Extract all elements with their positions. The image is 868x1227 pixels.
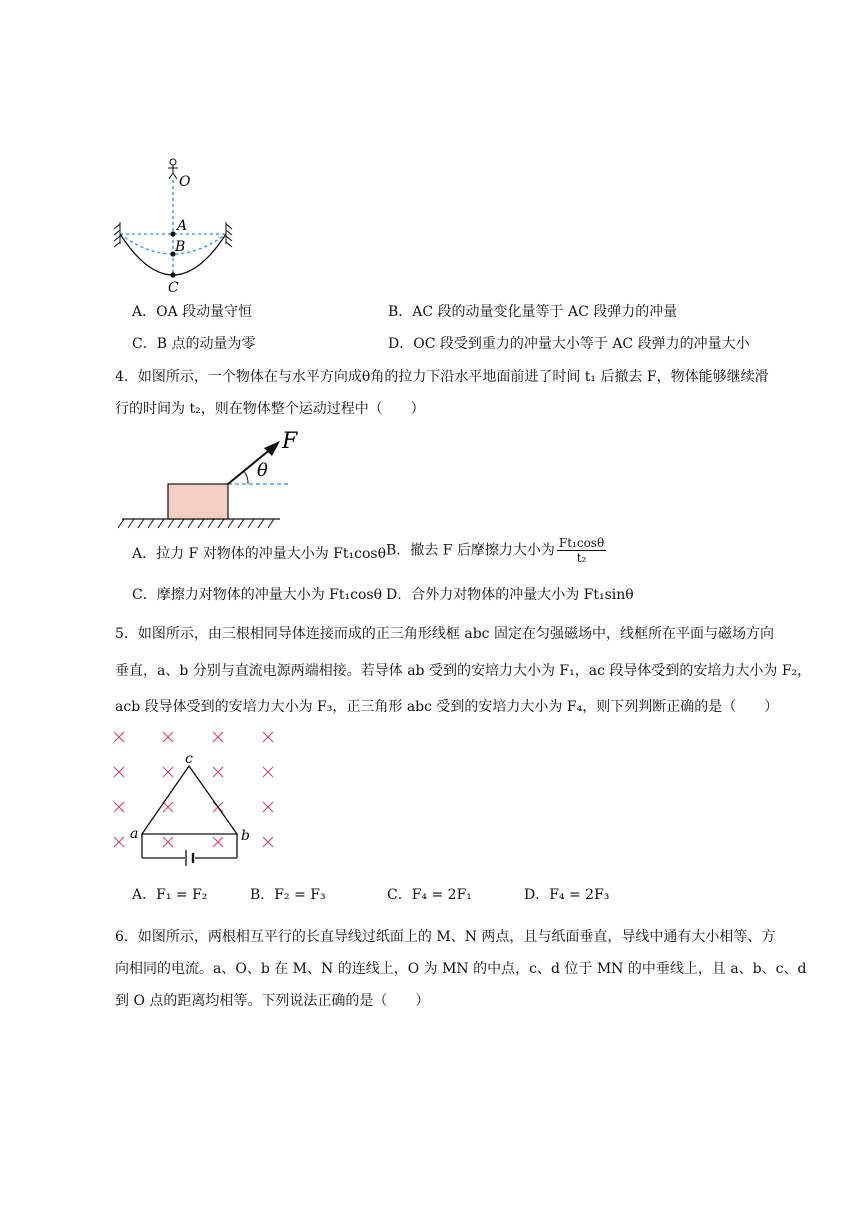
q3-figure [108,150,248,300]
cross-icon [114,732,124,742]
angle-arc [244,471,248,484]
q5-option-d: D．F₄ = 2F₃ [524,887,610,903]
q6-stem-line1: 6．如图所示，两根相互平行的长直导线过纸面上的 M、N 两点，且与纸面垂直，导线中通有大小相等、方 [115,929,776,945]
cross-icon [263,837,273,847]
cross-icon [263,802,273,812]
fraction-numerator: Ft₁cosθ [558,536,605,550]
q4-stem-line1: 4．如图所示，一个物体在与水平方向成θ角的拉力下沿水平地面前进了时间 t₁ 后撤去 F，物体能够继续滑 [115,369,769,385]
label-A: A [177,218,188,234]
cross-icon [213,732,223,742]
q6-stem-line2: 向相同的电流。a、O、b 在 M、N 的连线上，O 为 MN 的中点，c、d 位于 MN 的中垂线上，且 a、b、c、d [115,961,807,977]
q3-option-d: D．OC 段受到重力的冲量大小等于 AC 段弹力的冲量大小 [388,336,750,352]
cross-icon [263,767,273,777]
cross-icon [263,732,273,742]
battery-icon [186,850,193,866]
cross-icon [163,837,173,847]
label-B: B [175,239,186,255]
point-A [170,231,175,236]
q4-option-d: D．合外力对物体的冲量大小为 Ft₁sinθ [386,587,634,603]
label-b: b [241,828,250,844]
block [168,484,228,519]
q4-option-b [386,536,606,565]
cross-icon [213,767,223,777]
ground-hatching [118,519,274,528]
q3-option-b: B．AC 段的动量变化量等于 AC 段弹力的冲量 [388,304,678,320]
fraction-denominator: t₂ [576,551,587,565]
left-wall [114,222,120,247]
q5-option-c: C．F₄ = 2F₁ [387,887,472,903]
q3-option-a: A．OA 段动量守恒 [132,304,253,320]
q5-option-b: B．F₂ = F₃ [250,887,326,903]
q4-stem-line2: 行的时间为 t₂，则在物体整个运动过程中（ ） [115,401,425,417]
cross-icon [114,767,124,777]
cross-icon [163,732,173,742]
q4-option-c: C．摩擦力对物体的冲量大小为 Ft₁cosθ [132,587,382,603]
label-C: C [168,280,179,296]
q5-stem-line3: acb 段导体受到的安培力大小为 F₃，正三角形 abc 受到的安培力大小为 F₄，则下列判断正确的是（ ） [115,699,779,715]
cross-icon [163,767,173,777]
point-C [170,272,175,277]
q4-figure [112,428,298,536]
q5-option-a: A．F₁ = F₂ [132,887,208,903]
q3-option-c: C．B 点的动量为零 [132,336,256,352]
cross-icon [163,802,173,812]
cross-icon [114,837,124,847]
label-F: F [282,429,298,454]
cross-icon [213,837,223,847]
q4-option-b-text: B．撤去 F 后摩擦力大小为 [386,542,555,559]
q6-stem-line3: 到 O 点的距离均相等。下列说法正确的是（ ） [115,993,430,1009]
label-theta: θ [257,460,268,481]
label-O: O [179,174,191,190]
q5-stem-line1: 5．如图所示，由三根相同导体连接而成的正三角形线框 abc 固定在匀强磁场中，线框所在平面与磁场方向 [115,626,774,642]
cross-icon [114,802,124,812]
q5-stem-line2: 垂直，a、b 分别与直流电源两端相接。若导体 ab 受到的安培力大小为 F₁，ac 段导体受到的安培力大小为 F₂， [115,663,812,679]
right-wall [226,222,232,247]
q4-option-a: A．拉力 F 对物体的冲量大小为 Ft₁cosθ [132,546,387,562]
q4-option-b-fraction [557,536,606,565]
label-a: a [130,826,139,842]
q5-figure [108,726,288,876]
person-icon [168,159,178,179]
label-c: c [185,751,193,767]
